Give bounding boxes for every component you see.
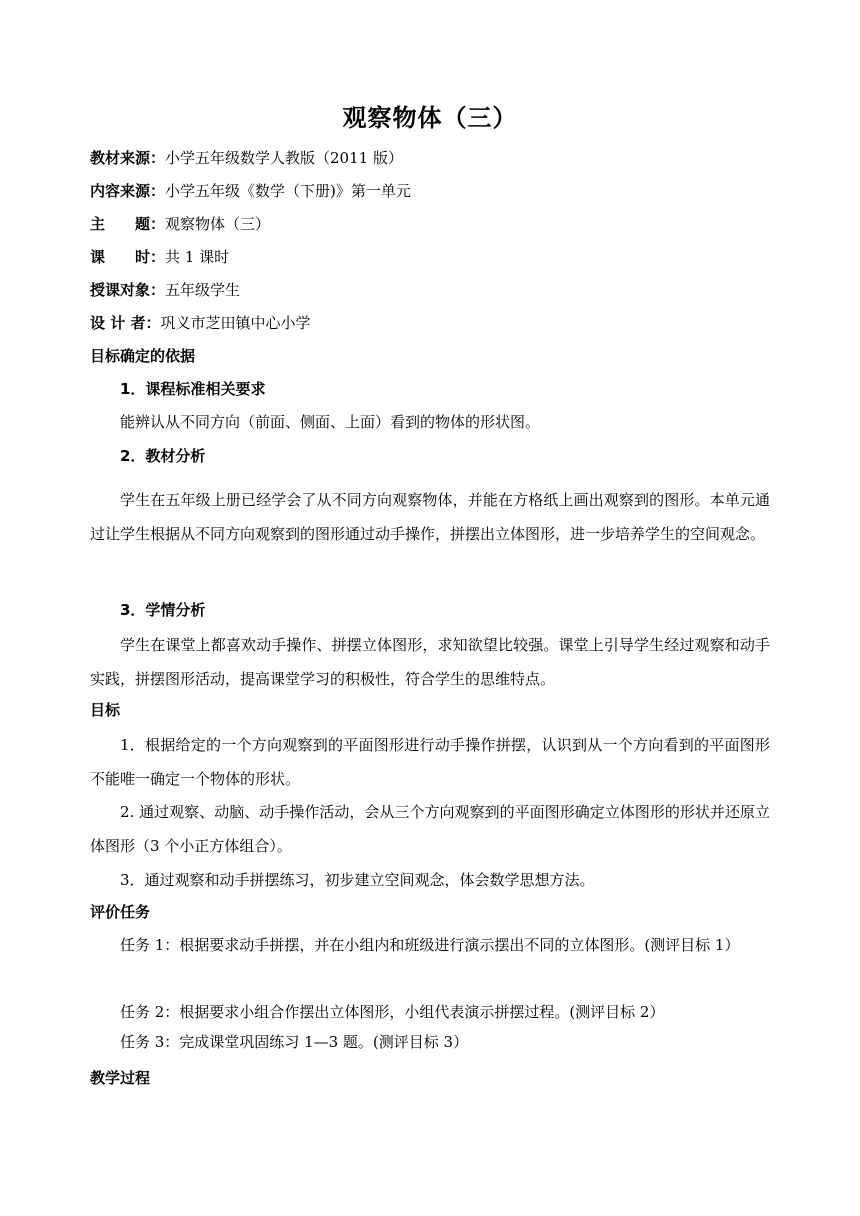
basis-subheading-2: 2．教材分析 bbox=[120, 447, 206, 465]
goal-1: 1．根据给定的一个方向观察到的平面图形进行动手操作拼摆，认识到从一个方向看到的平面图形不能唯一确定一个物体的形状。 bbox=[90, 736, 770, 788]
meta-audience bbox=[90, 278, 240, 302]
basis-heading: 目标确定的依据 bbox=[90, 347, 196, 365]
basis-paragraph-1: 能辨认从不同方向（前面、侧面、上面）看到的物体的形状图。 bbox=[120, 413, 541, 431]
meta-designer bbox=[90, 311, 310, 335]
meta-designer-value: 巩义市芝田镇中心小学 bbox=[160, 314, 311, 332]
meta-source bbox=[90, 146, 403, 170]
meta-source-value: 小学五年级数学人教版（2011 版） bbox=[165, 149, 403, 167]
meta-content-label: 内容来源： bbox=[90, 182, 166, 200]
basis-paragraph-3: 学生在课堂上都喜欢动手操作、拼摆立体图形，求知欲望比较强。课堂上引导学生经过观察和动手实践，拼摆图形活动，提高课堂学习的积极性，符合学生的思维特点。 bbox=[90, 636, 770, 688]
goal-2: 2. 通过观察、动脑、动手操作活动，会从三个方向观察到的平面图形确定立体图形的形状并还原立体图形（3 个小正方体组合）。 bbox=[90, 803, 770, 855]
process-heading: 教学过程 bbox=[90, 1069, 151, 1087]
basis-subheading-1: 1．课程标准相关要求 bbox=[120, 380, 266, 398]
meta-hours-label: 课 时： bbox=[90, 248, 166, 266]
meta-content bbox=[90, 179, 411, 203]
goal-3: 3．通过观察和动手拼摆练习，初步建立空间观念，体会数学思想方法。 bbox=[120, 871, 595, 889]
meta-topic-value: 观察物体（三） bbox=[165, 215, 271, 233]
meta-topic bbox=[90, 212, 270, 236]
basis-paragraph-2: 学生在五年级上册已经学会了从不同方向观察物体，并能在方格纸上画出观察到的图形。本单元通过让学生根据从不同方向观察到的图形通过动手操作，拼摆出立体图形，进一步培养学生的空间观念。 bbox=[90, 491, 770, 543]
task-1: 任务 1：根据要求动手拼摆，并在小组内和班级进行演示摆出不同的立体图形。(测评目标 1） bbox=[120, 936, 740, 954]
basis-subheading-3: 3．学情分析 bbox=[120, 601, 206, 619]
goals-heading: 目标 bbox=[90, 701, 121, 719]
meta-audience-value: 五年级学生 bbox=[165, 281, 241, 299]
task-3: 任务 3：完成课堂巩固练习 1—3 题。(测评目标 3） bbox=[120, 1033, 469, 1051]
meta-topic-label: 主 题： bbox=[90, 215, 166, 233]
meta-hours-value: 共 1 课时 bbox=[165, 248, 230, 266]
page-title: 观察物体（三） bbox=[342, 104, 518, 132]
tasks-heading: 评价任务 bbox=[90, 903, 151, 921]
meta-hours bbox=[90, 245, 229, 269]
meta-audience-label: 授课对象： bbox=[90, 281, 166, 299]
meta-content-value: 小学五年级《数学（下册)》第一单元 bbox=[165, 182, 411, 200]
task-2: 任务 2：根据要求小组合作摆出立体图形，小组代表演示拼摆过程。(测评目标 2） bbox=[120, 1003, 665, 1021]
meta-designer-label: 设 计 者： bbox=[90, 314, 161, 332]
meta-source-label: 教材来源： bbox=[90, 149, 166, 167]
